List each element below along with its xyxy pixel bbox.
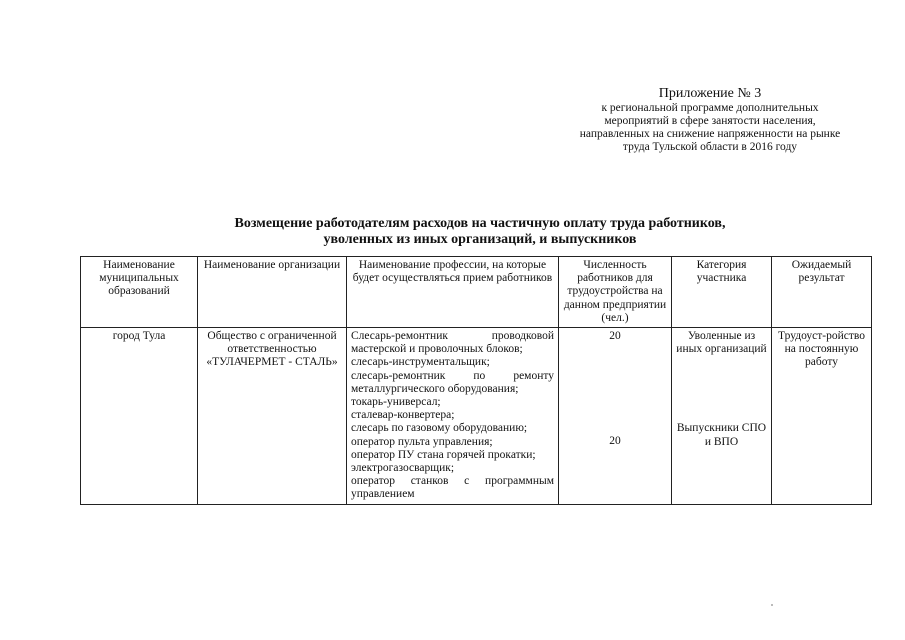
category-graduates: Выпускники СПО и ВПО [676, 422, 767, 448]
category-dismissed: Уволенные из иных организаций [676, 330, 767, 356]
header-category: Категория участника [672, 257, 772, 328]
profession-item: слесарь-инструментальщик; [351, 356, 490, 369]
scan-speck [771, 604, 773, 606]
header-count: Численность работников для трудоустройства на данном предприятии (чел.) [559, 257, 672, 328]
document-title-line-2: уволенных из иных организаций, и выпускников [323, 232, 637, 247]
cell-category [672, 328, 772, 505]
table-row [81, 328, 872, 505]
cell-professions [347, 328, 559, 505]
appendix-line: мероприятий в сфере занятости населения, [604, 115, 816, 127]
profession-item: оператор ПУ стана горячей прокатки; [351, 448, 536, 461]
count-graduates: 20 [609, 435, 621, 448]
appendix-line: труда Тульской области в 2016 году [622, 141, 798, 153]
profession-item: слесарь-ремонтник по ремонту металлургического оборудования; [351, 369, 554, 395]
cell-count [559, 328, 672, 505]
profession-item: электрогазосварщик; [351, 462, 455, 475]
header-municipality: Наименование муниципальных образований [81, 257, 198, 328]
cell-organization: Общество с ограниченной ответственностью «ТУЛАЧЕРМЕТ - СТАЛЬ» [198, 328, 347, 505]
header-profession: Наименование профессии, на которые будет осуществляться прием работников [347, 257, 559, 328]
profession-item: слесарь по газовому оборудованию; [351, 422, 528, 435]
profession-item: Слесарь-ремонтник проводковой мастерской и проволочных блоков; [351, 330, 554, 356]
cell-result: Трудоуст-ройство на постоянную работу [772, 328, 872, 505]
appendix-line: направленных на снижение напряженности на рынке [579, 128, 841, 140]
appendix-title: Приложение № 3 [658, 86, 762, 101]
profession-item: токарь-универсал; [351, 396, 441, 409]
appendix-block [560, 86, 860, 154]
profession-item: оператор пульта управления; [351, 435, 493, 448]
table-header-row [81, 257, 872, 328]
document-title [170, 216, 790, 248]
cell-municipality: город Тула [81, 328, 198, 505]
header-organization: Наименование организации [198, 257, 347, 328]
header-result: Ожидаемый результат [772, 257, 872, 328]
profession-item: оператор станков с программным управлением [351, 475, 554, 501]
appendix-line: к региональной программе дополнительных [601, 102, 819, 114]
document-title-line-1: Возмещение работодателям расходов на частичную оплату труда работников, [234, 216, 726, 231]
programme-table [80, 256, 872, 505]
profession-item: сталевар-конвертера; [351, 409, 455, 422]
count-dismissed: 20 [609, 330, 621, 343]
